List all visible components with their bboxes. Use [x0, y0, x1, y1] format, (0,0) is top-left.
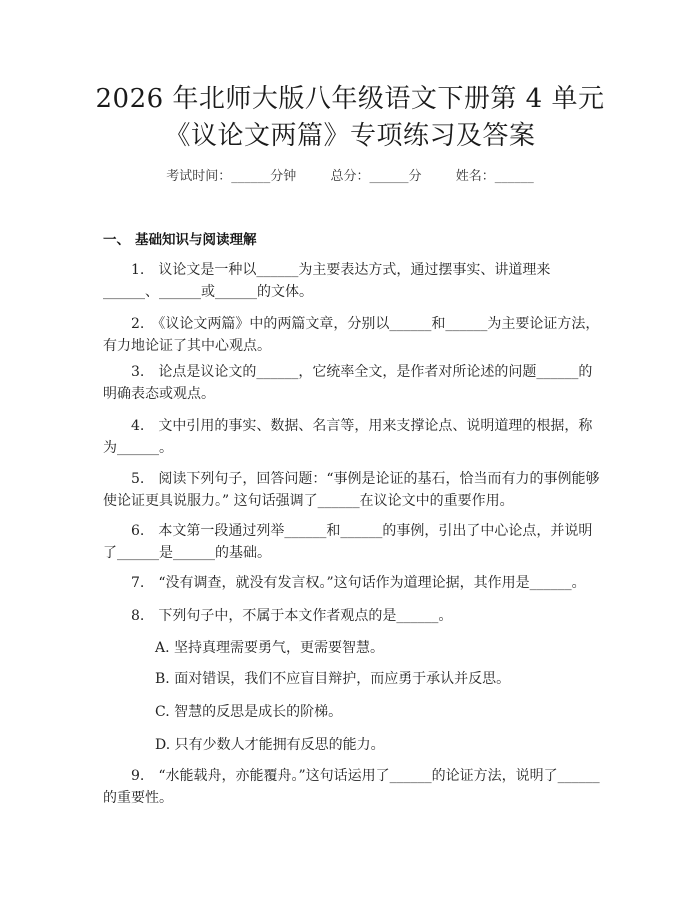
question-4: 4. 文中引用的事实、数据、名言等，用来支撑论点、说明道理的根据，称为______。: [103, 418, 593, 456]
section-title: 基础知识与阅读理解: [135, 232, 257, 248]
option-c: C. 智慧的反思是成长的阶梯。: [155, 704, 343, 720]
question-2: 2. 《议论文两篇》中的两篇文章，分别以______和______为主要论证方法，有力地论证了其中心观点。: [103, 316, 600, 354]
option-d: D. 只有少数人才能拥有反思的能力。: [155, 737, 385, 753]
section-heading: [103, 231, 257, 249]
option-a: A. 坚持真理需要勇气，更需要智慧。: [155, 640, 385, 656]
section-number: 一、: [103, 232, 130, 248]
document-title-line1: 2026 年北师大版八年级语文下册第 4 单元: [95, 84, 605, 114]
exam-time: 考试时间：______分钟: [166, 169, 297, 184]
exam-info: [0, 168, 700, 186]
question-1: 1. 议论文是一种以______为主要表达方式，通过摆事实、讲道理来______、______或______的文体。: [103, 262, 551, 300]
question-5: 5. 阅读下列句子，回答问题：“事例是论证的基石，恰当而有力的事例能够使论证更具说服力。” 这句话强调了______在议论文中的重要作用。: [103, 471, 600, 509]
question-9: 9. “水能载舟，亦能覆舟。”这句话运用了______的论证方法，说明了______的重要性。: [103, 768, 600, 806]
question-6: 6. 本文第一段通过列举______和______的事例，引出了中心论点，并说明了______是______的基础。: [103, 523, 593, 561]
document-title-line2: 《议论文两篇》专项练习及答案: [164, 121, 536, 151]
total-score: 总分：______分: [330, 169, 422, 184]
question-7: 7. “没有调查，就没有发言权。”这句话作为道理论据，其作用是______。: [131, 575, 586, 591]
option-b: B. 面对错误，我们不应盲目辩护，而应勇于承认并反思。: [155, 671, 511, 687]
question-8: 8. 下列句子中，不属于本文作者观点的是______。: [131, 608, 453, 624]
student-name: 姓名：______: [455, 169, 534, 184]
question-3: 3. 论点是议论文的______，它统率全文，是作者对所论述的问题______的明确表态或观点。: [103, 364, 593, 402]
